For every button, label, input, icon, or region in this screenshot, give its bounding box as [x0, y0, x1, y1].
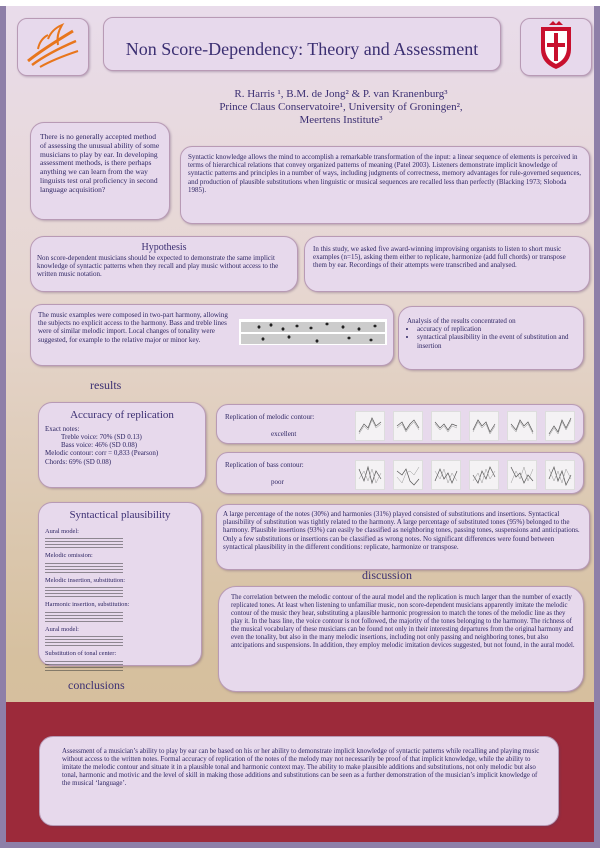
analysis-box	[398, 306, 584, 370]
hypothesis-heading: Hypothesis	[141, 242, 187, 253]
contour-plot-icon	[545, 460, 575, 490]
analysis-item: • syntactical plausibility in the event of substitution and insertion	[417, 333, 575, 349]
title-box	[103, 17, 501, 71]
bass-contour-plots	[355, 460, 575, 490]
plausibility-heading: Syntactical plausibility	[69, 509, 171, 521]
accuracy-bass: Bass voice: 46% (SD 0.08)	[61, 441, 138, 450]
intro-question-text: There is no generally accepted method of assessing the unusual ability of some musicians to play by ear. In developing assessment methods, is there perhaps anything we can learn from the way linguists test oral proficiency in second language acquisition?	[40, 132, 160, 194]
staff-excerpt	[45, 536, 123, 550]
contour-plot-icon	[545, 411, 575, 441]
study-box	[304, 236, 590, 292]
results-label: results	[90, 378, 122, 392]
plausibility-box	[38, 502, 202, 666]
accuracy-exact-label: Exact notes:	[45, 424, 80, 433]
contour-plot-icon	[355, 460, 385, 490]
staff-excerpt	[45, 610, 123, 624]
hypothesis-box	[30, 236, 298, 292]
staff-excerpt	[45, 561, 123, 575]
authors-affiliations: Prince Claus Conservatoire¹, University of Groningen²,	[219, 101, 463, 114]
syntactic-knowledge-text: Syntactic knowledge allows the mind to accomplish a remarkable transformation of the input: a linear sequence of elements is perceived in terms of hierarchical relations that convey organized patterns of meaning (Patel 2003). Listeners demonstrate implicit knowledge of syntactic patterns and principles in a number of ways, including judgments of correctness, memory advantages for rule-governed sequences, and production of plausible substitutions when linguistic or musical sequences are recalled less than perfectly (Blacking 1973; Sloboda 1985).	[188, 153, 582, 194]
plausibility-item: Harmonic insertion, substitution:	[45, 601, 130, 609]
contour-plot-icon	[393, 411, 423, 441]
bass-contour-box	[216, 452, 584, 494]
discussion-text: The correlation between the melodic contour of the aural model and the replication is much larger than the number of exactly replicated tones. At least when listening to unfamiliar music, non score-dependent musicians apparently imitate the melodic contour of the music they hear, substituting a plausible harmonic progression to match the tones of the melodic line as they play it. In the bass line, the voice contour is not followed, the majority of the tones belonging to the harmony. The richness of the musical vocabulary of these musicians can be found not only in their interesting departures from the original harmony and even the tonality, but also in the many melodic insertions, including not only passing and neighboring tones, but also antcipations and suspensions. In addition, they employ melodic imitation devices suggested, but not found, in the aural model.	[231, 594, 575, 649]
conclusions-box	[39, 736, 559, 826]
bass-contour-rating: poor	[271, 478, 284, 487]
contour-plot-icon	[431, 411, 461, 441]
study-text: In this study, we asked five award-winning improvising organists to listen to short music examples (n=15), asking them either to replicate, harmonize (add full chords) or transpose them by ear. Recordings of their attempts were transcribed and analysed.	[313, 245, 566, 270]
staff-excerpt	[45, 659, 123, 673]
accuracy-heading: Accuracy of replication	[70, 409, 174, 421]
analysis-list	[407, 325, 575, 350]
prince-claus-flame-logo	[18, 19, 88, 75]
contour-plot-icon	[431, 460, 461, 490]
examples-box	[30, 304, 394, 366]
analysis-intro: Analysis of the results concentrated on	[407, 317, 516, 325]
plausibility-item: Aural model:	[45, 625, 79, 633]
melodic-contour-box	[216, 404, 584, 444]
contour-plot-icon	[393, 460, 423, 490]
accuracy-treble: Treble voice: 70% (SD 0.13)	[61, 433, 142, 442]
plausibility-item: Substitution of tonal center:	[45, 650, 117, 658]
plausibility-item: Aural model:	[45, 527, 79, 535]
melodic-contour-label: Replication of melodic contour:	[225, 413, 315, 421]
contour-plot-icon	[507, 411, 537, 441]
melodic-contour-rating: excellent	[271, 430, 297, 439]
analysis-item: • accuracy of replication	[417, 325, 575, 333]
authors-names: R. Harris ¹, B.M. de Jong² & P. van Kranenburg³	[234, 88, 448, 100]
accuracy-melodic: Melodic contour: corr = 0,833 (Pearson)	[45, 449, 159, 458]
staff-excerpt	[45, 585, 123, 599]
contour-plot-icon	[507, 460, 537, 490]
left-logo-box	[17, 18, 89, 76]
contour-plot-icon	[469, 460, 499, 490]
poster	[6, 6, 594, 842]
music-example-score	[239, 319, 387, 345]
examples-text: The music examples were composed in two-part harmony, allowing the subjects no explicit access to the harmony. Bass and treble lines were of similar melodic import. Local changes of tonality were suggested, for example to the relative major or minor key.	[38, 311, 228, 344]
melodic-contour-plots	[355, 411, 575, 441]
plausibility-item: Melodic insertion, substitution:	[45, 576, 126, 584]
hypothesis-text: Non score-dependent musicians should be expected to demonstrate the same implicit knowledge of syntactic patterns when they recall and play music without access to the written music notation.	[37, 253, 279, 279]
plausibility-item: Melodic omission:	[45, 552, 93, 560]
authors-affiliations-2: Meertens Institute³	[299, 114, 383, 127]
right-logo-box	[520, 18, 592, 76]
contour-plot-icon	[355, 411, 385, 441]
intro-question-box	[30, 122, 170, 220]
findings-text: A large percentage of the notes (30%) and harmonies (31%) played consisted of substitutions and insertions. Syntactical plausibility of substitution was tightly related to the harmony. A large percentage of substituted tones (95%) belonged to the harmony. Plausible insertions (93%) can easily be classified as neighboring tones, passing tones, suspensions and anticipations. Only a few substitutions or insertions can be classified as wrong notes. No significant differences were found between syntactical plausibility in the different conditions: replicate, harmonize or transpose.	[223, 510, 580, 551]
discussion-label: discussion	[362, 568, 413, 582]
syntactic-knowledge-box	[180, 146, 590, 224]
university-groningen-crest-logo	[521, 19, 591, 75]
authors	[171, 88, 511, 128]
bass-contour-label: Replication of bass contour:	[225, 461, 304, 469]
findings-box	[216, 504, 590, 570]
poster-title: Non Score-Dependency: Theory and Assessment	[125, 39, 479, 59]
accuracy-box	[38, 402, 206, 488]
discussion-box	[218, 586, 584, 692]
conclusions-label: conclusions	[68, 678, 125, 692]
staff-excerpt	[45, 634, 123, 648]
contour-plot-icon	[469, 411, 499, 441]
music-notation-icon	[239, 319, 387, 345]
accuracy-chords: Chords: 69% (SD 0.08)	[45, 457, 112, 466]
conclusions-text: Assessment of a musician’s ability to play by ear can be based on his or her ability to demonstrate implicit knowledge of syntactic patterns while recalling and playing music without access to the written notes. Formal accuracy of replication of the notes of the melody may not necessarily be proof of that implicit knowledge, while the ability to imitate the melodic contour and situate it in a plausible tonal and harmonic context may. The ability to make plausible additions and substitutions, not only melodic but also tonal, harmonic and motivic and the level of skill in making those additions and substitutions can be seen as a further demonstration of the musician’s implicit knowledge of the musical ‘language’.	[62, 748, 540, 788]
